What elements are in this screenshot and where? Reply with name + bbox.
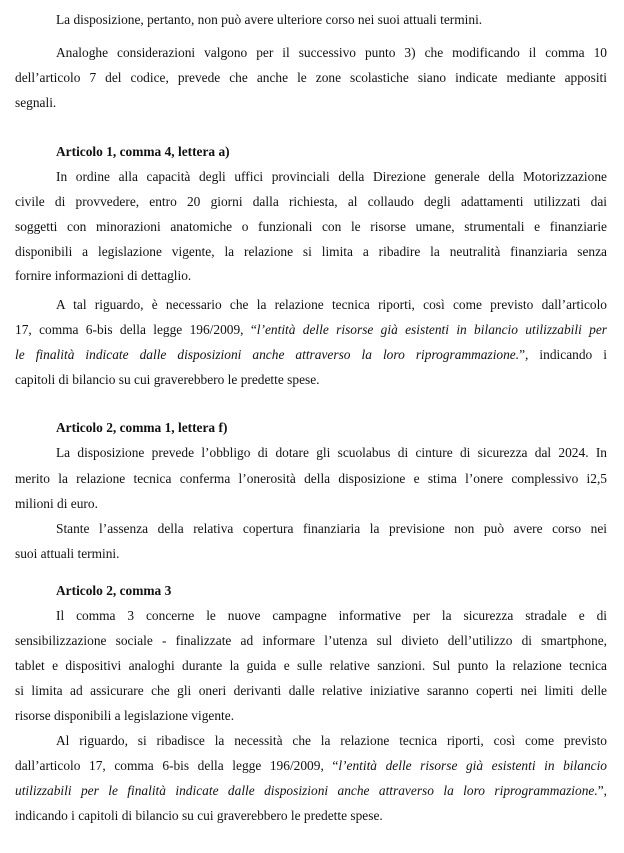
paragraph-line: A tal riguardo, è necessario che la relazione tecnica riporti, così come previsto dall’articolo <box>56 297 607 312</box>
paragraph-line <box>15 322 607 338</box>
paragraph-line: fornire informazioni di dettaglio. <box>15 268 192 283</box>
section-heading: Articolo 1, comma 4, lettera a) <box>56 144 230 159</box>
quoted-text: l’entità delle risorse già esistenti in bilancio utilizzabili per <box>256 322 607 337</box>
paragraph-line: risorse disponibili a legislazione vigente. <box>15 708 235 723</box>
paragraph-line: milioni di euro. <box>15 496 98 511</box>
paragraph-line: segnali. <box>15 95 57 110</box>
text-run: ”, <box>597 783 607 798</box>
paragraph-line: dell’articolo 7 del codice, prevede che anche le zone scolastiche siano indicate mediante appositi <box>15 70 607 85</box>
section-heading: Articolo 2, comma 3 <box>56 583 172 598</box>
text-run: dall’articolo 17, comma 6-bis della legge 196/2009, “ <box>15 758 339 773</box>
paragraph-line: La disposizione prevede l’obbligo di dotare gli scuolabus di cinture di sicurezza dal 2024. In <box>56 445 607 460</box>
paragraph-line: La disposizione, pertanto, non può avere ulteriore corso nei suoi attuali termini. <box>56 12 483 27</box>
paragraph-line: suoi attuali termini. <box>15 546 120 561</box>
paragraph-line: Analoghe considerazioni valgono per il successivo punto 3) che modificando il comma 10 <box>56 45 607 60</box>
quoted-text: utilizzabili per le finalità indicate dalle disposizioni anche attraverso la loro riprogrammazione. <box>15 783 598 798</box>
quoted-text: l’entità delle risorse già esistenti in bilancio <box>338 758 607 773</box>
paragraph-line: sensibilizzazione sociale - finalizzate ad informare l’utenza sul divieto dell’utilizzo di smartphone, <box>15 633 607 648</box>
paragraph-line: Stante l’assenza della relativa copertura finanziaria la previsione non può avere corso nei <box>56 521 607 536</box>
paragraph-line <box>15 758 607 774</box>
paragraph-line: indicando i capitoli di bilancio su cui graverebbero le predette spese. <box>15 808 383 823</box>
paragraph-line: si limita ad assicurare che gli oneri derivanti dalle relative iniziative saranno coperti nei limiti delle <box>15 683 607 698</box>
paragraph-line <box>15 347 607 363</box>
paragraph-line: Il comma 3 concerne le nuove campagne informative per la sicurezza stradale e di <box>56 608 607 623</box>
quoted-text: le finalità indicate dalle disposizioni anche attraverso la loro riprogrammazione. <box>15 347 520 362</box>
paragraph-line: capitoli di bilancio su cui graverebbero le predette spese. <box>15 372 320 387</box>
section-heading: Articolo 2, comma 1, lettera f) <box>56 420 228 435</box>
text-run: ”, indicando i <box>519 347 607 362</box>
paragraph-line <box>15 783 607 799</box>
paragraph-line: Al riguardo, si ribadisce la necessità che la relazione tecnica riporti, così come previsto <box>56 733 607 748</box>
paragraph-line: In ordine alla capacità degli uffici provinciali della Direzione generale della Motorizzazione <box>56 169 607 184</box>
paragraph-line: tablet e dispositivi analoghi durante la guida e sulle relative sanzioni. Sul punto la relazione tecnica <box>15 658 607 673</box>
paragraph-line: civile di provvedere, entro 20 giorni dalla richiesta, al collaudo degli adattamenti utilizzati dai <box>15 194 607 209</box>
paragraph-line: disponibili a legislazione vigente, la relazione si limita a ribadire la neutralità finanziaria senza <box>15 244 607 259</box>
text-run: 17, comma 6-bis della legge 196/2009, “ <box>15 322 257 337</box>
paragraph-line: soggetti con minorazioni anatomiche o funzionali con le risorse umane, strumentali e finanziarie <box>15 219 607 234</box>
paragraph-line: merito la relazione tecnica conferma l’onerosità della disposizione e stima l’onere complessivo i2,5 <box>15 471 607 486</box>
